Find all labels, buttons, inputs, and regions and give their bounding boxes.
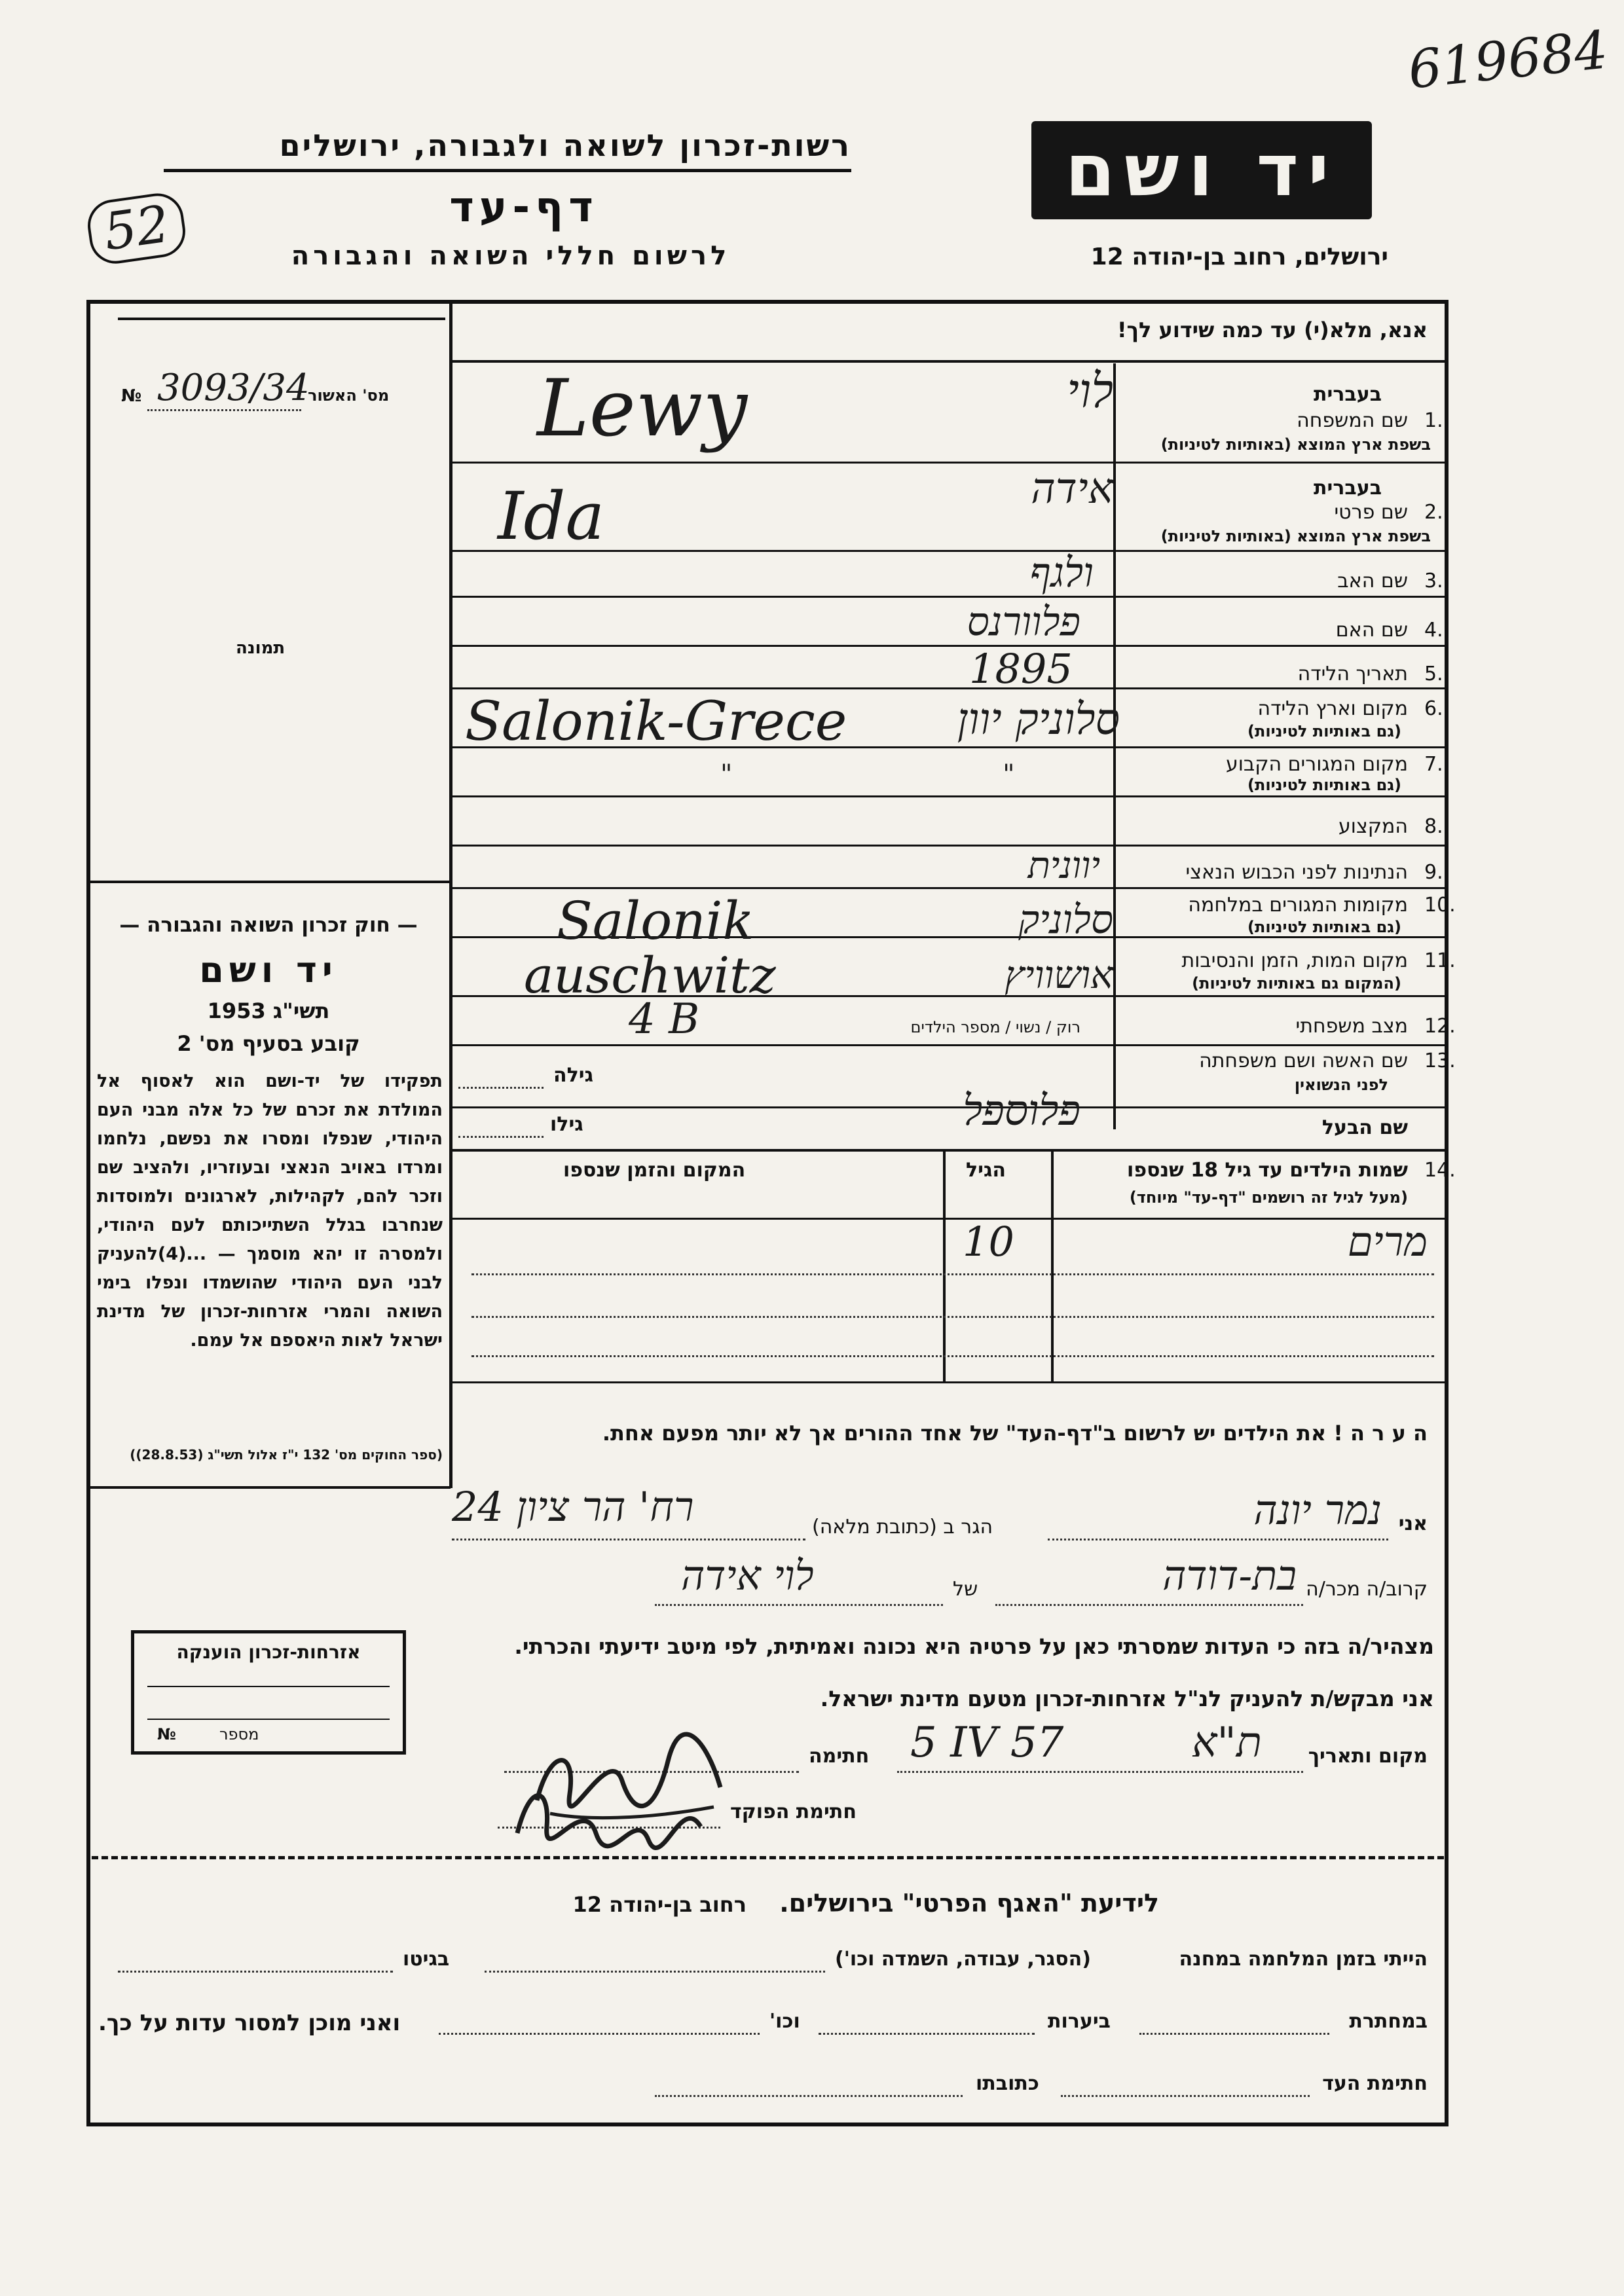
declarant-of-name: לוי אידה bbox=[681, 1552, 814, 1599]
footer-address: רחוב בן-יהודה 12 bbox=[572, 1892, 747, 1917]
field-1-num: 1. bbox=[1424, 409, 1443, 432]
registration-label: מס' האשור bbox=[308, 386, 390, 405]
field-5-num: 5. bbox=[1424, 663, 1443, 685]
field-13-age-label: גילה bbox=[553, 1064, 593, 1087]
field-4-label: שם האם bbox=[1335, 619, 1408, 642]
footer-line2-c: וכו' bbox=[769, 2010, 800, 2033]
field-14-label: שמות הילדים עד גיל 18 שנספו bbox=[1127, 1159, 1408, 1182]
children-col-age: הגיל bbox=[966, 1159, 1006, 1182]
children-note: ה ע ר ה ! את הילדים יש לרשום ב"דף-העד" של אחד ההורים אך לא יותר מפעם אחת. bbox=[602, 1421, 1428, 1446]
address: ירושלים, רחוב בן-יהודה 12 bbox=[1090, 244, 1388, 270]
field-4-num: 4. bbox=[1424, 619, 1443, 642]
authority-underline bbox=[164, 169, 851, 172]
children-table-bottom bbox=[451, 1381, 1446, 1383]
law-year: תשי"ג 1953 bbox=[207, 998, 330, 1023]
law-name: יד ושם bbox=[199, 949, 338, 991]
field-13-note: לפני הנשואין bbox=[1294, 1076, 1388, 1094]
footer-line3-a: חתימת העד bbox=[1322, 2072, 1428, 2095]
field-2-hebrew-value: אידה bbox=[1031, 465, 1113, 513]
field-10-hebrew-value: סלוניק bbox=[1018, 897, 1113, 943]
law-body: תפקידו של יד-ושם הוא לאסוף אל המולדת את זכרם של כל אלה מבני העם היהודי, שנפלו ומסרו את נפשם, נלחמו ומרדו באויב הנאצי ובעוזריו, ולהציב שם וזכר להם, לקהילות, לארגונים ולמוסדות שנחרבו בגלל השתייכותם לעם היהודי, ולמסרה זו יהא מוסמך — ...(4)להעניק לבני העם היהודי שהושמדו ונפלו בימי השואה והמרי אזרחות-זכרון של מדינת ישראל לאות היאספם אל עמם. bbox=[97, 1071, 443, 1351]
field-10-value: Salonik bbox=[557, 890, 754, 951]
logo bbox=[1031, 121, 1372, 219]
footer-separator bbox=[92, 1856, 1444, 1859]
row-rule-12 bbox=[451, 1044, 1446, 1046]
declarant-place: ת"א bbox=[1192, 1719, 1262, 1767]
field-2-latin-note: בשפת ארץ המוצא (באותיות לטיניות) bbox=[1160, 527, 1431, 545]
field-14-num: 14. bbox=[1424, 1159, 1456, 1182]
children-row-rule-1 bbox=[471, 1273, 1434, 1275]
row-rule-13 bbox=[451, 1106, 1446, 1108]
field-10-latin-note: (גם באותיות לטיניות) bbox=[1247, 918, 1401, 936]
left-column-divider bbox=[449, 300, 452, 1488]
field-11-num: 11. bbox=[1424, 949, 1456, 972]
field-13-num: 13. bbox=[1424, 1049, 1456, 1072]
footer-line3-b: כתובתו bbox=[976, 2072, 1039, 2095]
doc-title: דף-עד bbox=[449, 183, 599, 232]
citizenship-rule-2 bbox=[147, 1719, 390, 1720]
field-12-value: 4 B bbox=[629, 995, 700, 1044]
field-2-latin-value: Ida bbox=[498, 478, 605, 555]
field-1-hebrew-value: לוי bbox=[1067, 363, 1113, 418]
citizenship-box bbox=[131, 1630, 406, 1755]
field-9-label: הנתינות לפני הכבוש הנאצי bbox=[1185, 861, 1408, 884]
field-7-label: מקום המגורים הקבוע bbox=[1225, 753, 1408, 776]
signature-label: חתימה bbox=[809, 1745, 870, 1768]
field-10-label: מקומות המגורים במלחמה bbox=[1188, 894, 1408, 917]
field-11-note: (המקום גם באותיות לטיניות) bbox=[1192, 974, 1401, 993]
photo-label: תמונה bbox=[236, 638, 286, 658]
field-12-label: מצב משפחתי bbox=[1295, 1015, 1408, 1038]
citizenship-no-sign: № bbox=[157, 1725, 176, 1743]
declarant-address: רח' הר ציון 24 bbox=[452, 1483, 694, 1531]
place-date-label: מקום ותאריך bbox=[1308, 1745, 1428, 1768]
field-10-num: 10. bbox=[1424, 894, 1456, 917]
field-12-num: 12. bbox=[1424, 1015, 1456, 1038]
field-1-label: שם המשפחה bbox=[1297, 409, 1408, 432]
footer-line2-b: ביערות bbox=[1048, 2010, 1111, 2033]
declarant-i-label: אני bbox=[1398, 1512, 1428, 1535]
declarant-declare: מצהיר/ה בזה כי העדות שמסרתי כאן על פרטיה היא נכונה ואמיתית, לפי מיטב ידיעתי והכרתי. bbox=[514, 1633, 1434, 1659]
footer-line1-c: בגיטו bbox=[403, 1948, 450, 1971]
archive-number: 619684 bbox=[1405, 19, 1611, 101]
field-8-label: המקצוע bbox=[1338, 815, 1408, 838]
children-header-rule bbox=[451, 1218, 1446, 1220]
field-3-value: ולגף bbox=[1029, 549, 1094, 596]
row-rule-9 bbox=[451, 887, 1446, 889]
declarant-name-rule bbox=[1048, 1539, 1388, 1540]
footer-line1-b: (הסגר, עבודה, השמדה וכו') bbox=[835, 1948, 1091, 1971]
place-date-rule bbox=[897, 1771, 1303, 1773]
doc-subtitle: לרשום חללי השואה והגבורה bbox=[291, 241, 731, 271]
official-signature-label: חתימת הפוקד bbox=[730, 1800, 857, 1823]
authority-name: רשות-זכרון לשואה ולגבורה, ירושלים bbox=[279, 128, 851, 163]
field-2-label: שם פרטי bbox=[1334, 501, 1408, 524]
row-rule-7 bbox=[451, 795, 1446, 797]
intro-text: אנא, מלא(י) עד כמה שידוע לך! bbox=[1116, 318, 1428, 342]
footer-line2-rule-1 bbox=[1139, 2033, 1329, 2035]
children-row-rule-3 bbox=[471, 1355, 1434, 1357]
footer-line3-rule-2 bbox=[655, 2095, 963, 2097]
photo-grid bbox=[118, 318, 445, 357]
hebrew-label-2: בעברית bbox=[1314, 477, 1382, 500]
field-7-latin-note: (גם באותיות לטיניות) bbox=[1247, 776, 1401, 794]
declarant-relation-label: קרוב/ה מכר/ה bbox=[1306, 1578, 1428, 1601]
declarant-resides-label: הגר ב (כתובת מלאה) bbox=[812, 1516, 993, 1539]
field-7-value: " " bbox=[720, 759, 1146, 790]
official-signature bbox=[511, 1768, 707, 1859]
field-6-value: Salonik-Grece bbox=[465, 691, 847, 753]
field-13-age-rule bbox=[458, 1087, 544, 1089]
field-6-latin-note: (גם באותיות לטיניות) bbox=[1247, 722, 1401, 740]
field-11-value: auschwitz bbox=[524, 946, 776, 1004]
law-clause: קובע בסעיף מס' 2 bbox=[177, 1031, 360, 1056]
field-13-label: שם האשה ושם משפחתה bbox=[1199, 1049, 1408, 1072]
law-box-top bbox=[86, 881, 451, 883]
row-rule-4 bbox=[451, 645, 1446, 647]
field-11-label: מקום המות, הזמן והנסיבות bbox=[1181, 949, 1408, 972]
husband-value: פלוספל bbox=[963, 1087, 1080, 1135]
law-box-bottom bbox=[86, 1486, 451, 1489]
footer-line1-a: הייתי בזמן המלחמה במחנה bbox=[1179, 1948, 1428, 1971]
declarant-name: נמר יונה bbox=[1253, 1486, 1382, 1534]
row-rule-3 bbox=[451, 596, 1446, 598]
children-col-divider-1 bbox=[1051, 1149, 1054, 1381]
declarant-relation-rule bbox=[995, 1604, 1303, 1606]
footer-line2-a: במחתרת bbox=[1349, 2010, 1428, 2033]
fields-top-rule bbox=[451, 360, 1446, 363]
footer-line2-d: ואני מוכן למסור עדות על כך. bbox=[98, 2010, 401, 2036]
field-9-num: 9. bbox=[1424, 861, 1443, 884]
field-14-note: (מעל לגיל זה רושמים "דף-עד" מיוחד) bbox=[1129, 1188, 1408, 1207]
children-col-divider-2 bbox=[943, 1149, 946, 1381]
corner-mark: 52 bbox=[84, 190, 189, 267]
logo-text: יד ושם bbox=[1065, 128, 1338, 212]
field-9-value: יוונית bbox=[1027, 845, 1100, 887]
husband-age-rule bbox=[458, 1136, 544, 1138]
law-title: — חוק זכרון השואה והגבורה — bbox=[119, 913, 418, 937]
field-6-num: 6. bbox=[1424, 697, 1443, 720]
footer-title: לידיעת "האגף הפרטי" בירושלים. bbox=[779, 1889, 1159, 1918]
children-row-rule-2 bbox=[471, 1316, 1434, 1318]
row-rule-5 bbox=[451, 687, 1446, 689]
field-6-hebrew-value: סלוניק יוון bbox=[957, 694, 1120, 744]
declarant-request: אני מבקש/ת להעניק לנ"ל אזרחות-זכרון מטעם מדינת ישראל. bbox=[820, 1686, 1434, 1711]
children-table-top bbox=[451, 1149, 1446, 1152]
declarant-date: 5 IV 57 bbox=[910, 1719, 1064, 1767]
declarant-address-rule bbox=[452, 1539, 805, 1540]
footer-line2-rule-3 bbox=[439, 2033, 760, 2035]
footer-line1-rule-1 bbox=[485, 1971, 825, 1973]
field-8-num: 8. bbox=[1424, 815, 1443, 838]
child-1-age: 10 bbox=[963, 1218, 1014, 1266]
field-5-value: 1895 bbox=[969, 645, 1073, 693]
husband-label: שם הבעל bbox=[1321, 1116, 1408, 1139]
footer-line2-rule-2 bbox=[819, 2033, 1035, 2035]
field-1-latin-note: בשפת ארץ המוצא (באותיות לטיניות) bbox=[1160, 435, 1431, 454]
registration-rule bbox=[147, 409, 301, 411]
registration-no-sign: № bbox=[121, 386, 142, 406]
declarant-of-rule bbox=[655, 1604, 943, 1606]
field-3-label: שם האב bbox=[1337, 570, 1408, 592]
field-6-label: מקום וארץ הלידה bbox=[1257, 697, 1408, 720]
declarant-of-label: של bbox=[953, 1578, 978, 1601]
field-3-num: 3. bbox=[1424, 570, 1443, 592]
husband-age-label: גילו bbox=[550, 1113, 583, 1136]
field-1-latin-value: Lewy bbox=[537, 363, 748, 454]
child-1-name: מרים bbox=[1347, 1218, 1428, 1266]
field-7-num: 7. bbox=[1424, 753, 1443, 776]
footer-line3-rule-1 bbox=[1061, 2095, 1310, 2097]
row-rule-1 bbox=[451, 462, 1446, 464]
footer-line1-rule-2 bbox=[118, 1971, 393, 1973]
declarant-relation: בת-דודה bbox=[1162, 1552, 1297, 1599]
field-11-hebrew-value: אושוויץ bbox=[1005, 953, 1113, 997]
citizenship-title: אזרחות-זכרון הוענקה bbox=[176, 1641, 361, 1663]
law-source: (ספר החוקים מס' 132 י"ז אלול תשי"ג (28.8.53)) bbox=[130, 1447, 443, 1463]
field-4-value: פלוורנס bbox=[967, 599, 1080, 645]
citizenship-number-label: מספר bbox=[219, 1725, 259, 1743]
registration-number: 3093/34 bbox=[157, 367, 310, 409]
children-col-place: המקום והזמן שנספו bbox=[563, 1159, 746, 1182]
row-rule-8 bbox=[451, 845, 1446, 847]
field-5-label: תאריך הלידה bbox=[1297, 663, 1408, 685]
field-2-num: 2. bbox=[1424, 501, 1443, 524]
field-12-options: רוק / נשוי / מספר הילדים bbox=[910, 1018, 1080, 1036]
hebrew-label-1: בעברית bbox=[1314, 383, 1382, 406]
citizenship-rule-1 bbox=[147, 1686, 390, 1687]
